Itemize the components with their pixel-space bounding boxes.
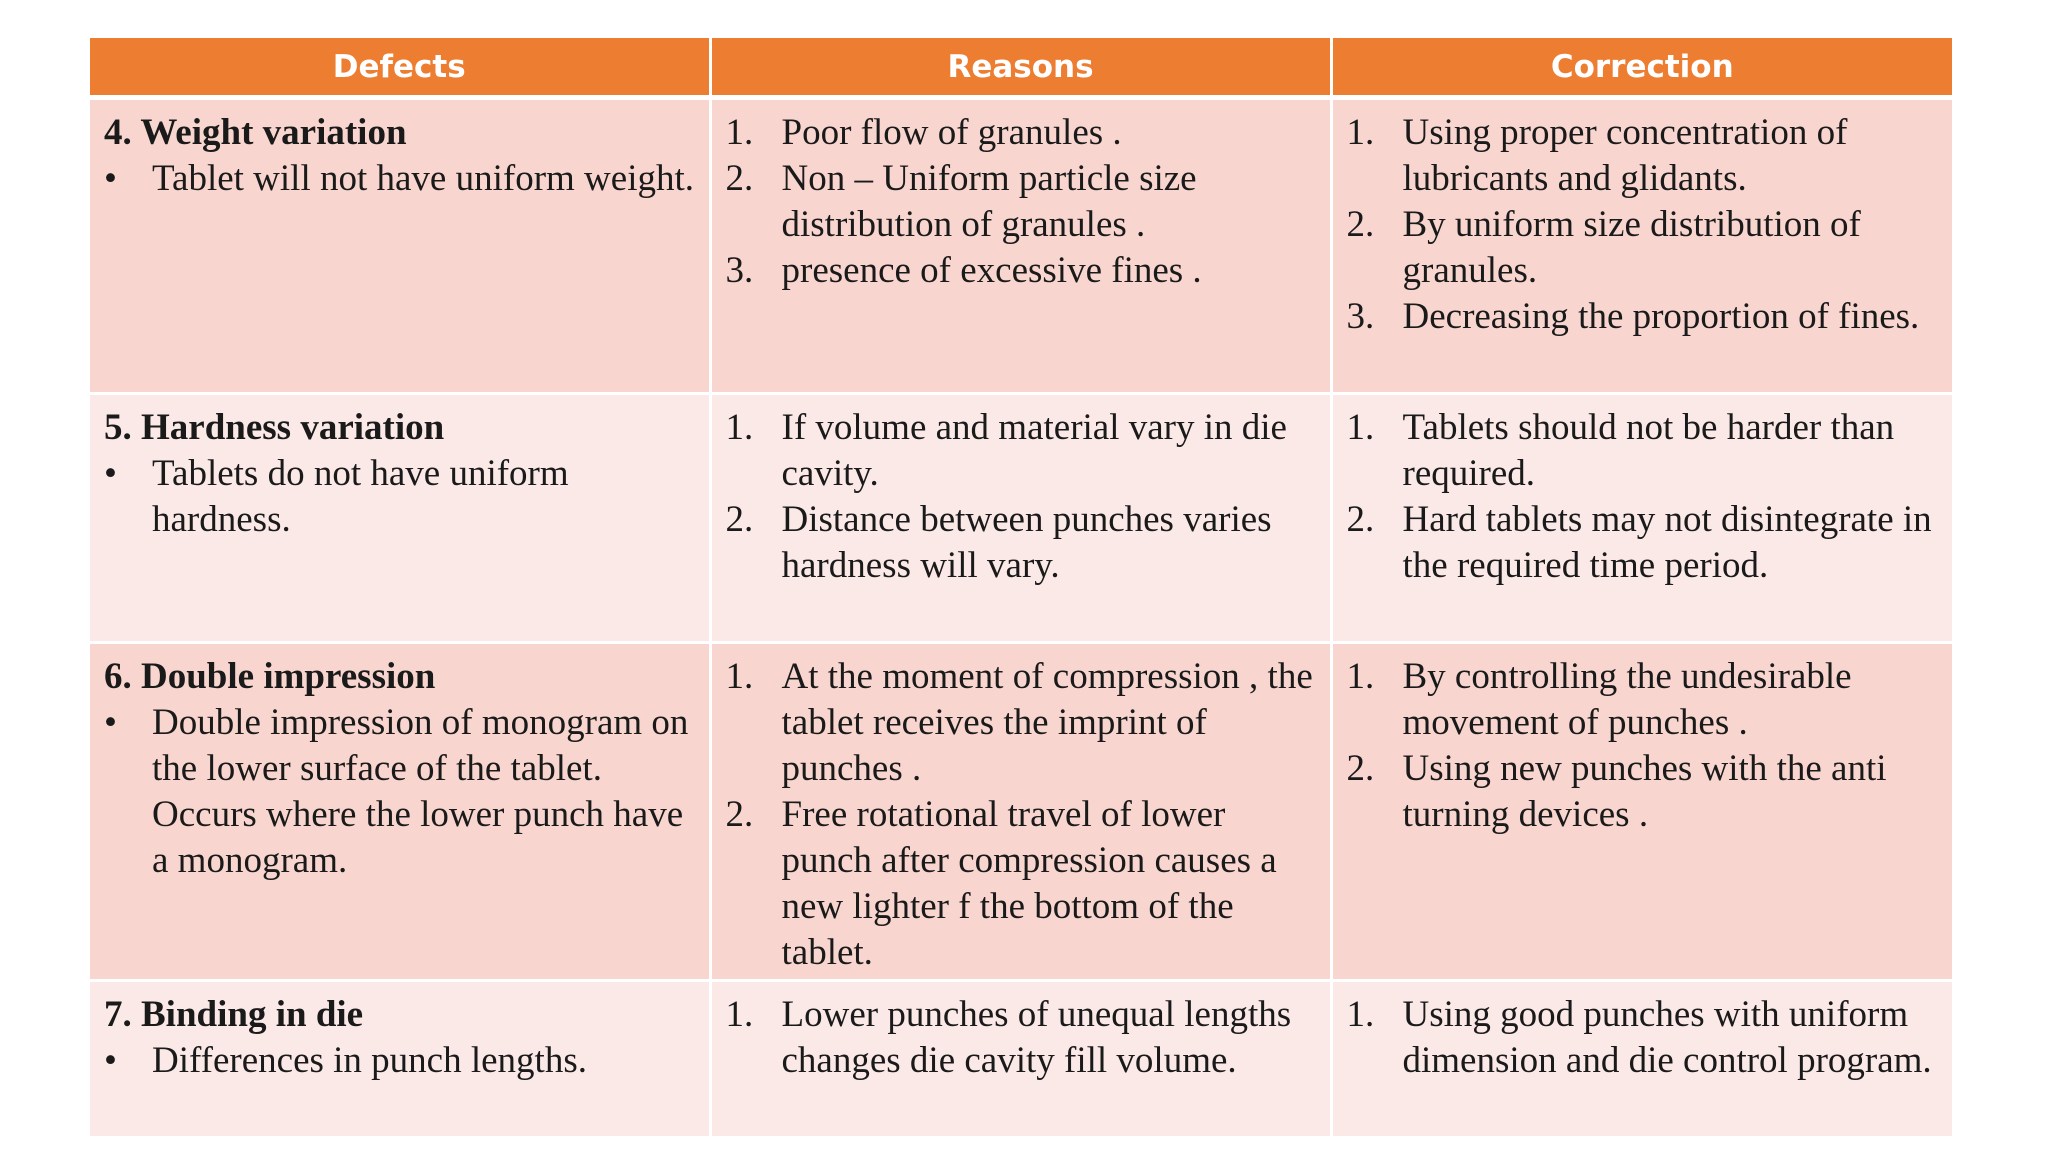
defect-description: [104, 451, 695, 543]
item-text: Poor flow of granules .: [781, 112, 1122, 153]
header-row: [90, 38, 1952, 98]
corrections-list: [1347, 110, 1939, 340]
defect-title: 5. Hardness variation: [104, 407, 445, 448]
list-item: [726, 497, 1316, 589]
defects-table: [90, 38, 1952, 1139]
correction-cell: [1331, 98, 1952, 394]
defect-title: 6. Double impression: [104, 656, 436, 697]
header-correction: Correction: [1331, 38, 1952, 98]
item-number: 2.: [725, 794, 754, 835]
list-item: [1347, 992, 1939, 1084]
list-item: [726, 405, 1316, 497]
correction-cell: [1331, 981, 1952, 1138]
item-text: Tablets should not be harder than required.: [1402, 407, 1895, 494]
item-text: Decreasing the proportion of fines.: [1402, 296, 1920, 337]
list-item: [726, 992, 1316, 1084]
corrections-list: [1347, 992, 1939, 1084]
reasons-list: [726, 110, 1316, 294]
item-text: Lower punches of unequal lengths changes die cavity fill volume.: [781, 994, 1292, 1081]
item-number: 1.: [725, 112, 754, 153]
bullet-item: • Tablet will not have uniform weight.: [104, 156, 695, 202]
list-item: [726, 792, 1316, 976]
correction-cell: [1331, 643, 1952, 981]
list-item: [1347, 746, 1939, 838]
reasons-cell: [710, 394, 1331, 643]
defect-description: [104, 1038, 695, 1084]
reasons-list: [726, 405, 1316, 589]
defect-cell: [90, 98, 710, 394]
item-number: 2.: [1346, 204, 1375, 245]
list-item: [1347, 110, 1939, 202]
item-text: Using new punches with the anti turning devices .: [1402, 748, 1887, 835]
item-text: By controlling the undesirable movement of punches .: [1402, 656, 1852, 743]
bullet-item: • Double impression of monogram on the lower surface of the tablet. Occurs where the lower punch have a monogram.: [104, 700, 695, 884]
defect-title: 4. Weight variation: [104, 112, 407, 153]
list-item: [1347, 202, 1939, 294]
item-number: 1.: [725, 656, 754, 697]
item-number: 1.: [725, 407, 754, 448]
item-number: 1.: [1346, 112, 1375, 153]
table-row: [90, 643, 1952, 981]
table-row: [90, 981, 1952, 1138]
defect-description: [104, 156, 695, 202]
reasons-cell: [710, 643, 1331, 981]
list-item: [1347, 405, 1939, 497]
item-number: 3.: [725, 250, 754, 291]
item-number: 3.: [1346, 296, 1375, 337]
list-item: [726, 654, 1316, 792]
defect-cell: [90, 981, 710, 1138]
item-number: 2.: [725, 158, 754, 199]
defect-title: 7. Binding in die: [104, 994, 364, 1035]
item-text: Free rotational travel of lower punch after compression causes a new lighter f the bottom of the tablet.: [781, 794, 1277, 973]
header-defects: Defects: [90, 38, 710, 98]
table-row: [90, 98, 1952, 394]
item-text: presence of excessive fines .: [781, 250, 1202, 291]
list-item: [726, 110, 1316, 156]
item-number: 1.: [1346, 656, 1375, 697]
defect-cell: [90, 643, 710, 981]
bullet-item: • Tablets do not have uniform hardness.: [104, 451, 695, 543]
correction-cell: [1331, 394, 1952, 643]
item-text: At the moment of compression , the tablet receives the imprint of punches .: [781, 656, 1313, 789]
reasons-cell: [710, 981, 1331, 1138]
item-text: By uniform size distribution of granules.: [1402, 204, 1861, 291]
corrections-list: [1347, 405, 1939, 589]
reasons-cell: [710, 98, 1331, 394]
item-text: Distance between punches varies hardness will vary.: [781, 499, 1272, 586]
item-number: 2.: [725, 499, 754, 540]
item-number: 1.: [1346, 407, 1375, 448]
item-number: 1.: [725, 994, 754, 1035]
item-text: Using good punches with uniform dimension and die control program.: [1402, 994, 1932, 1081]
list-item: [726, 156, 1316, 248]
list-item: [1347, 497, 1939, 589]
table-row: [90, 394, 1952, 643]
list-item: [726, 248, 1316, 294]
item-text: Hard tablets may not disintegrate in the required time period.: [1402, 499, 1932, 586]
item-text: Non – Uniform particle size distribution of granules .: [781, 158, 1197, 245]
item-number: 1.: [1346, 994, 1375, 1035]
reasons-list: [726, 992, 1316, 1084]
item-number: 2.: [1346, 748, 1375, 789]
header-reasons: Reasons: [710, 38, 1331, 98]
defect-description: [104, 700, 695, 884]
reasons-list: [726, 654, 1316, 976]
defect-cell: [90, 394, 710, 643]
item-text: If volume and material vary in die cavity.: [781, 407, 1287, 494]
bullet-item: • Differences in punch lengths.: [104, 1038, 695, 1084]
list-item: [1347, 654, 1939, 746]
item-text: Using proper concentration of lubricants and glidants.: [1402, 112, 1848, 199]
list-item: [1347, 294, 1939, 340]
item-number: 2.: [1346, 499, 1375, 540]
corrections-list: [1347, 654, 1939, 838]
